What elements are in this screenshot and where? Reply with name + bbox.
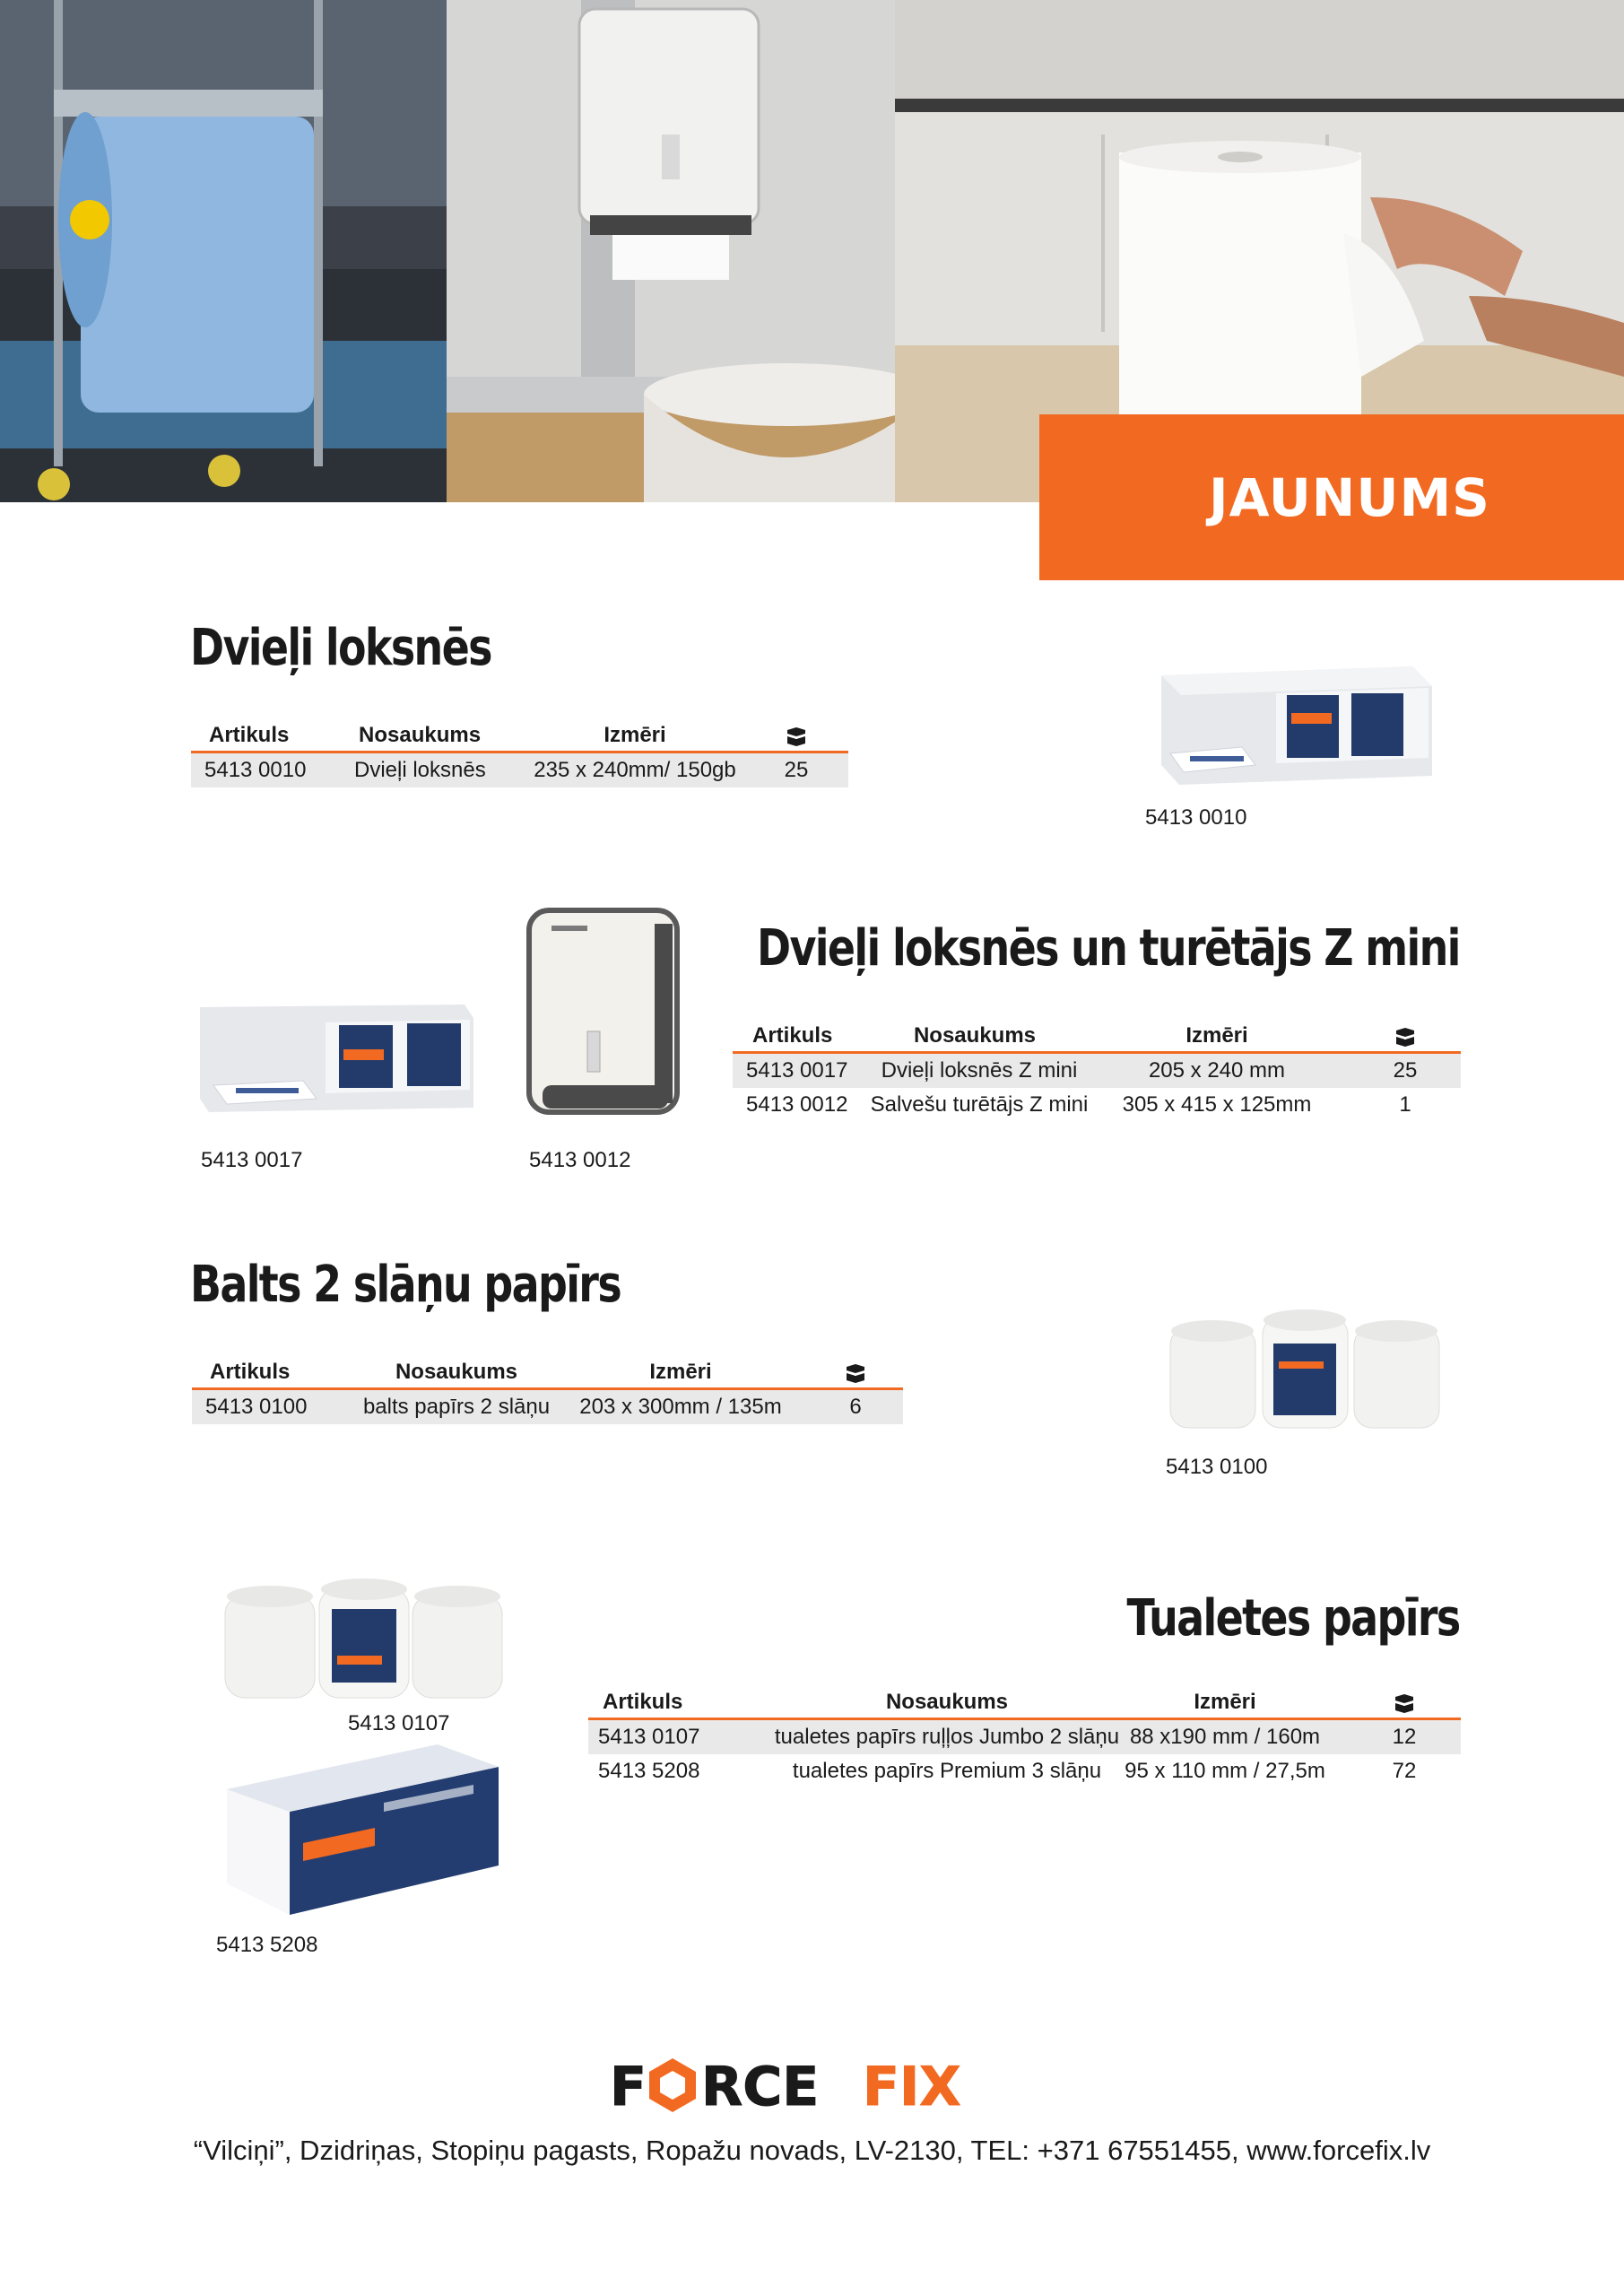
- cell-article: 5413 0107: [598, 1725, 700, 1749]
- header-name: Nosaukums: [395, 1360, 518, 1384]
- forcefix-logo: [610, 2054, 1013, 2117]
- box-icon: [783, 718, 810, 751]
- logo-text-fix: FIX: [863, 2056, 961, 2117]
- table-row: [733, 1088, 1461, 1122]
- table-row: [733, 1054, 1461, 1088]
- table-header: [588, 1684, 1461, 1720]
- cell-qty: 1: [1399, 1092, 1411, 1117]
- paper-rolls-image: [1166, 1308, 1444, 1433]
- table-header: [192, 1354, 903, 1390]
- header-name: Nosaukums: [913, 1023, 1037, 1048]
- section-title-towels: Dvieļi loksnēs: [190, 619, 491, 677]
- cell-name: Salvešu turētājs Z mini: [870, 1092, 1089, 1117]
- cell-size: 88 x190 mm / 160m: [1129, 1725, 1321, 1749]
- image-code: 5413 5208: [216, 1933, 318, 1957]
- table-row: [588, 1754, 1461, 1788]
- header-size: Izmēri: [604, 723, 666, 747]
- box-icon: [842, 1354, 869, 1387]
- header-article: Artikuls: [752, 1023, 833, 1048]
- table-row: [588, 1720, 1461, 1754]
- product-table-towels: [191, 718, 848, 787]
- cell-qty: 12: [1392, 1725, 1417, 1749]
- logo-text-force: RCE: [701, 2056, 820, 2117]
- cell-qty: 6: [849, 1395, 862, 1419]
- cell-size: 305 x 415 x 125mm: [1122, 1092, 1312, 1117]
- image-code: 5413 0012: [529, 1148, 631, 1172]
- section-title-white-paper: Balts 2 slāņu papīrs: [190, 1256, 621, 1314]
- section-title-towels-holder: Dvieļi loksnēs un turētājs Z mini: [757, 919, 1460, 978]
- badge-label: JAUNUMS: [1209, 466, 1490, 528]
- header-size: Izmēri: [1185, 1023, 1248, 1048]
- section-title-toilet-paper: Tualetes papīrs: [1126, 1589, 1460, 1648]
- image-code: 5413 0010: [1145, 805, 1247, 830]
- cell-article: 5413 0012: [746, 1092, 848, 1117]
- header-size: Izmēri: [649, 1360, 712, 1384]
- towel-dispenser-photo: [447, 0, 895, 502]
- towel-pack-image: [195, 1000, 473, 1126]
- cell-qty: 25: [784, 758, 809, 782]
- table-row: [192, 1390, 903, 1424]
- product-table-toilet-paper: [588, 1684, 1461, 1788]
- table-header: [191, 718, 848, 753]
- cell-name: tualetes papīrs Premium 3 slāņu: [792, 1759, 1102, 1783]
- logo-letter-f: F: [610, 2056, 647, 2117]
- product-table-white-paper: [192, 1354, 903, 1424]
- jumbo-rolls-image: [222, 1577, 505, 1700]
- cell-article: 5413 0100: [205, 1395, 308, 1419]
- table-row: [191, 753, 848, 787]
- new-products-badge: [1039, 414, 1624, 580]
- header-name: Nosaukums: [359, 723, 482, 747]
- header-article: Artikuls: [210, 1360, 291, 1384]
- cell-qty: 72: [1392, 1759, 1417, 1783]
- towel-roll-stand-photo: [0, 0, 447, 502]
- cell-article: 5413 0017: [746, 1058, 848, 1083]
- cell-name: balts papīrs 2 slāņu: [362, 1395, 551, 1419]
- footer-address: “Vilciņi”, Dzidriņas, Stopiņu pagasts, Ropažu novads, LV-2130, TEL: +371 67551455, www.forcefix.lv: [193, 2135, 1431, 2166]
- image-code: 5413 0017: [201, 1148, 303, 1172]
- image-code: 5413 0107: [348, 1711, 450, 1735]
- towel-pack-image: [1143, 659, 1439, 789]
- header-name: Nosaukums: [885, 1690, 1009, 1714]
- cell-name: tualetes papīrs ruļļos Jumbo 2 slāņu: [774, 1725, 1120, 1749]
- header-article: Artikuls: [603, 1690, 683, 1714]
- cell-name: Dvieļi loksnēs: [354, 758, 486, 782]
- cell-size: 95 x 110 mm / 27,5m: [1125, 1759, 1325, 1783]
- cell-article: 5413 5208: [598, 1759, 700, 1783]
- toilet-paper-pack-image: [222, 1740, 500, 1919]
- cell-size: 205 x 240 mm: [1148, 1058, 1286, 1083]
- cell-article: 5413 0010: [204, 758, 307, 782]
- box-icon: [1392, 1018, 1419, 1051]
- cell-qty: 25: [1393, 1058, 1418, 1083]
- cell-name: Dvieļi loksnēs Z mini: [881, 1058, 1078, 1083]
- cell-size: 203 x 300mm / 135m: [579, 1395, 782, 1419]
- product-table-towels-holder: [733, 1018, 1461, 1122]
- dispenser-image: [525, 906, 682, 1121]
- table-header: [733, 1018, 1461, 1054]
- image-code: 5413 0100: [1166, 1455, 1268, 1479]
- box-icon: [1391, 1684, 1418, 1718]
- header-article: Artikuls: [209, 723, 290, 747]
- header-size: Izmēri: [1194, 1690, 1256, 1714]
- cell-size: 235 x 240mm/ 150gb: [534, 758, 736, 782]
